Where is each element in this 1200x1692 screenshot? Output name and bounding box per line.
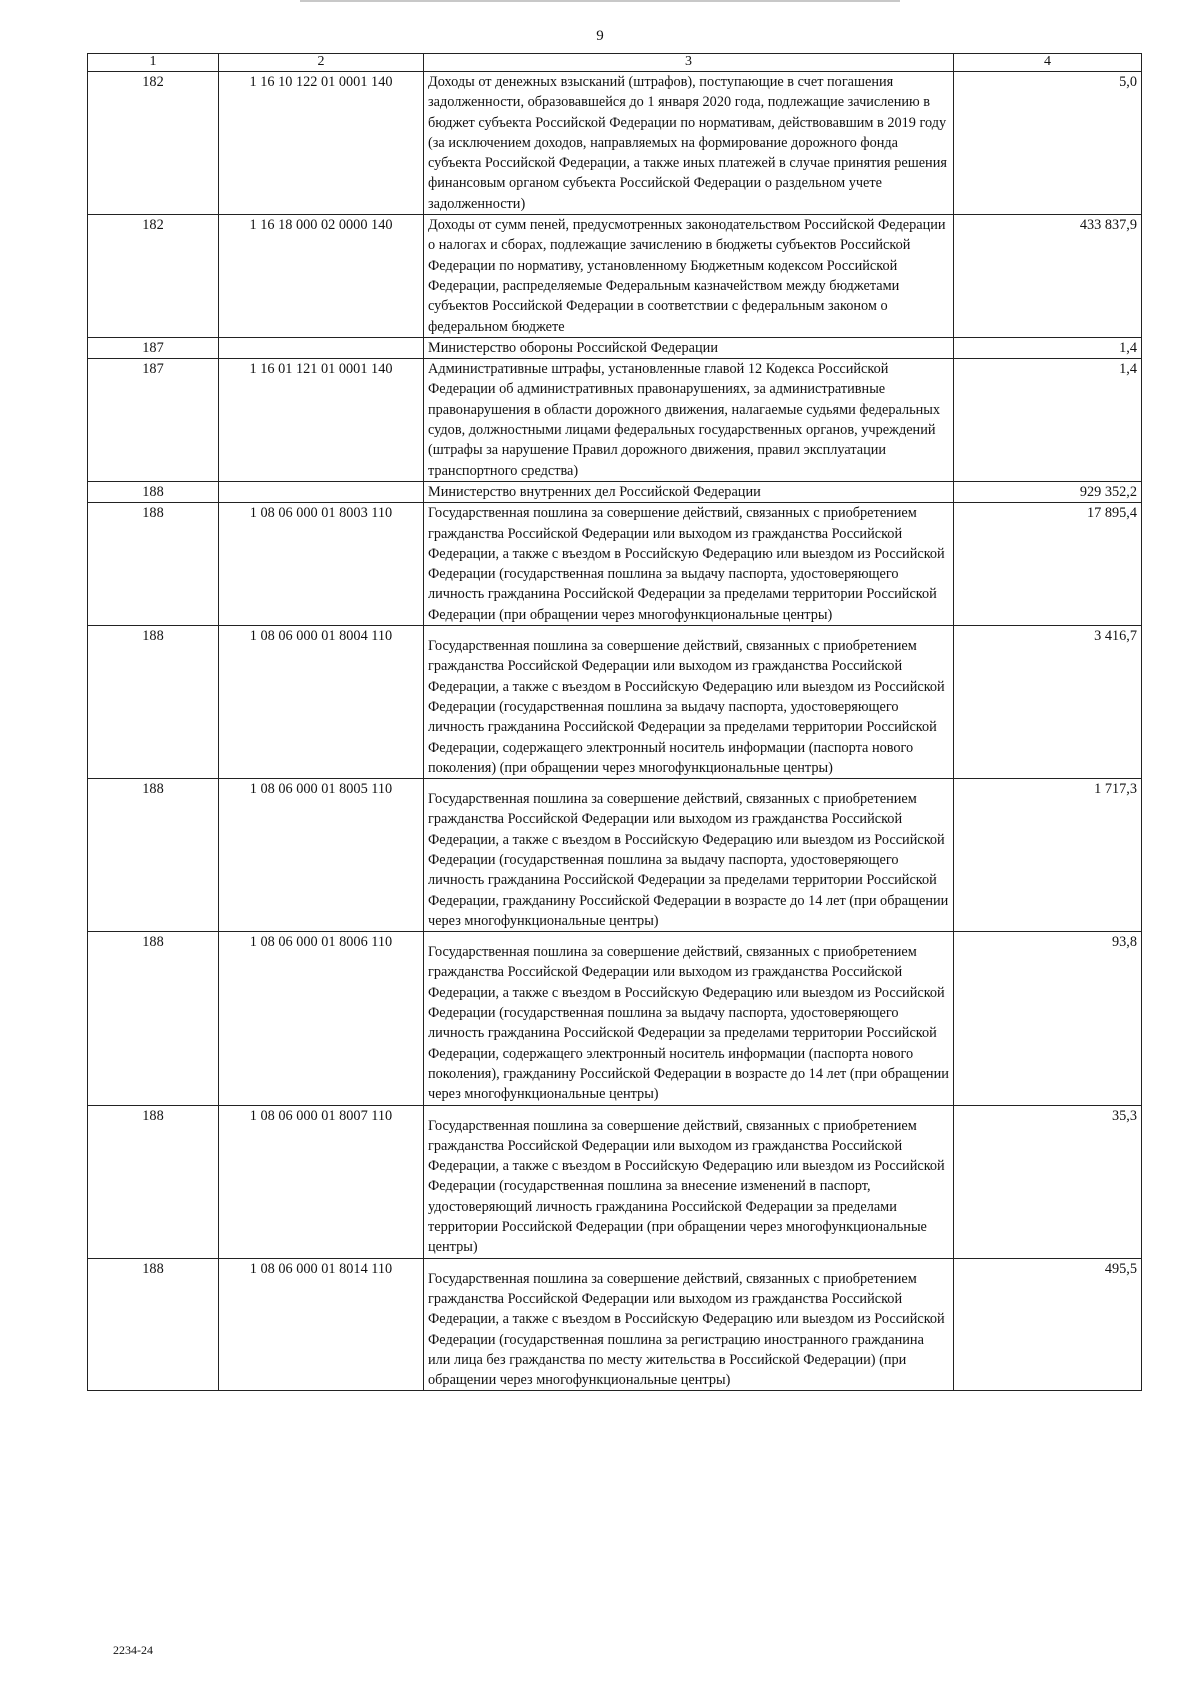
table-row xyxy=(88,503,1142,626)
amount-cell: 5,0 xyxy=(954,72,1142,215)
amount-cell: 1 717,3 xyxy=(954,779,1142,932)
description-cell: Государственная пошлина за совершение действий, связанных с приобретением гражданства Российской Федерации или выходом из гражданства Российской Федерации, а также с въездом в Российскую Федерацию или выездом из Российской Федерации (государственная пошлина за выдачу паспорта, удостоверяющего личность гражданина Российской Федерации за пределами территории Российской Федерации, гражданину Российской Федерации в возрасте до 14 лет (при обращении через многофункциональные центры) xyxy=(424,779,954,932)
revenue-code-cell: 1 16 01 121 01 0001 140 xyxy=(219,359,424,482)
column-header-1: 1 xyxy=(88,54,219,72)
revenue-code-cell xyxy=(219,481,424,502)
table-row xyxy=(88,215,1142,338)
description-cell: Доходы от денежных взысканий (штрафов), поступающие в счет погашения задолженности, образовавшейся до 1 января 2020 года, подлежащие зачислению в бюджет субъекта Российской Федерации по нормативам, действовавшим в 2019 году (за исключением доходов, направляемых на формирование дорожного фонда субъекта Российской Федерации, а также иных платежей в случае принятия решения финансовым органом субъекта Российской Федерации о раздельном учете задолженности) xyxy=(424,72,954,215)
revenue-code-cell: 1 08 06 000 01 8014 110 xyxy=(219,1258,424,1391)
admin-code-cell: 188 xyxy=(88,503,219,626)
admin-code-cell: 187 xyxy=(88,337,219,358)
admin-code-cell: 188 xyxy=(88,779,219,932)
amount-cell: 17 895,4 xyxy=(954,503,1142,626)
amount-cell: 35,3 xyxy=(954,1105,1142,1258)
table-row xyxy=(88,779,1142,932)
description-cell: Государственная пошлина за совершение действий, связанных с приобретением гражданства Российской Федерации или выходом из гражданства Российской Федерации, а также с въездом в Российскую Федерацию или выездом из Российской Федерации (государственная пошлина за выдачу паспорта, удостоверяющего личность гражданина Российской Федерации за пределами территории Российской Федерации (при обращении через многофункциональные центры) xyxy=(424,503,954,626)
revenue-code-cell: 1 08 06 000 01 8004 110 xyxy=(219,626,424,779)
revenue-code-cell: 1 16 10 122 01 0001 140 xyxy=(219,72,424,215)
admin-code-cell: 188 xyxy=(88,1258,219,1391)
table-row xyxy=(88,1258,1142,1391)
scan-artifact-line xyxy=(300,0,900,2)
budget-revenue-table xyxy=(87,53,1142,1391)
table-row xyxy=(88,359,1142,482)
admin-code-cell: 188 xyxy=(88,481,219,502)
description-cell: Министерство внутренних дел Российской Федерации xyxy=(424,481,954,502)
amount-cell: 433 837,9 xyxy=(954,215,1142,338)
admin-code-cell: 182 xyxy=(88,72,219,215)
description-cell: Государственная пошлина за совершение действий, связанных с приобретением гражданства Российской Федерации или выходом из гражданства Российской Федерации, а также с въездом в Российскую Федерацию или выездом из Российской Федерации (государственная пошлина за выдачу паспорта, удостоверяющего личность гражданина Российской Федерации за пределами территории Российской Федерации, содержащего электронный носитель информации (паспорта нового поколения), гражданину Российской Федерации в возрасте до 14 лет (при обращении через многофункциональные центры) xyxy=(424,932,954,1105)
description-cell: Административные штрафы, установленные главой 12 Кодекса Российской Федерации об административных правонарушениях, за административные правонарушения в области дорожного движения, налагаемые судьями федеральных судов, должностными лицами федеральных государственных органов, учреждений (штрафы за нарушение Правил дорожного движения, правил эксплуатации транспортного средства) xyxy=(424,359,954,482)
description-cell: Министерство обороны Российской Федерации xyxy=(424,337,954,358)
revenue-code-cell: 1 08 06 000 01 8005 110 xyxy=(219,779,424,932)
amount-cell: 1,4 xyxy=(954,359,1142,482)
revenue-code-cell: 1 16 18 000 02 0000 140 xyxy=(219,215,424,338)
description-cell: Государственная пошлина за совершение действий, связанных с приобретением гражданства Российской Федерации или выходом из гражданства Российской Федерации, а также с въездом в Российскую Федерацию или выездом из Российской Федерации (государственная пошлина за регистрацию иностранного гражданина или лица без гражданства по месту жительства в Российской Федерации) (при обращении через многофункциональные центры) xyxy=(424,1258,954,1391)
table-row xyxy=(88,337,1142,358)
revenue-code-cell: 1 08 06 000 01 8007 110 xyxy=(219,1105,424,1258)
table-row xyxy=(88,1105,1142,1258)
admin-code-cell: 188 xyxy=(88,932,219,1105)
admin-code-cell: 188 xyxy=(88,1105,219,1258)
table-row xyxy=(88,626,1142,779)
column-header-2: 2 xyxy=(219,54,424,72)
revenue-code-cell: 1 08 06 000 01 8006 110 xyxy=(219,932,424,1105)
column-header-3: 3 xyxy=(424,54,954,72)
table-row xyxy=(88,481,1142,502)
table-row xyxy=(88,932,1142,1105)
amount-cell: 929 352,2 xyxy=(954,481,1142,502)
admin-code-cell: 188 xyxy=(88,626,219,779)
table-row xyxy=(88,72,1142,215)
amount-cell: 495,5 xyxy=(954,1258,1142,1391)
revenue-code-cell: 1 08 06 000 01 8003 110 xyxy=(219,503,424,626)
amount-cell: 1,4 xyxy=(954,337,1142,358)
description-cell: Доходы от сумм пеней, предусмотренных законодательством Российской Федерации о налогах и сборах, подлежащие зачислению в бюджеты субъектов Российской Федерации по нормативу, установленному Бюджетным кодексом Российской Федерации, распределяемые Федеральным казначейством между бюджетами субъектов Российской Федерации в соответствии с федеральным законом о федеральном бюджете xyxy=(424,215,954,338)
admin-code-cell: 182 xyxy=(88,215,219,338)
admin-code-cell: 187 xyxy=(88,359,219,482)
description-cell: Государственная пошлина за совершение действий, связанных с приобретением гражданства Российской Федерации или выходом из гражданства Российской Федерации, а также с въездом в Российскую Федерацию или выездом из Российской Федерации (государственная пошлина за внесение изменений в паспорт, удостоверяющий личность гражданина Российской Федерации за пределами территории Российской Федерации (при обращении через многофункциональные центры) xyxy=(424,1105,954,1258)
column-header-4: 4 xyxy=(954,54,1142,72)
amount-cell: 93,8 xyxy=(954,932,1142,1105)
page-number: 9 xyxy=(596,28,604,44)
description-cell: Государственная пошлина за совершение действий, связанных с приобретением гражданства Российской Федерации или выходом из гражданства Российской Федерации, а также с въездом в Российскую Федерацию или выездом из Российской Федерации (государственная пошлина за выдачу паспорта, удостоверяющего личность гражданина Российской Федерации за пределами территории Российской Федерации, содержащего электронный носитель информации (паспорта нового поколения) (при обращении через многофункциональные центры) xyxy=(424,626,954,779)
document-code: 2234-24 xyxy=(113,1643,153,1657)
table-header-row xyxy=(88,54,1142,72)
amount-cell: 3 416,7 xyxy=(954,626,1142,779)
revenue-code-cell xyxy=(219,337,424,358)
